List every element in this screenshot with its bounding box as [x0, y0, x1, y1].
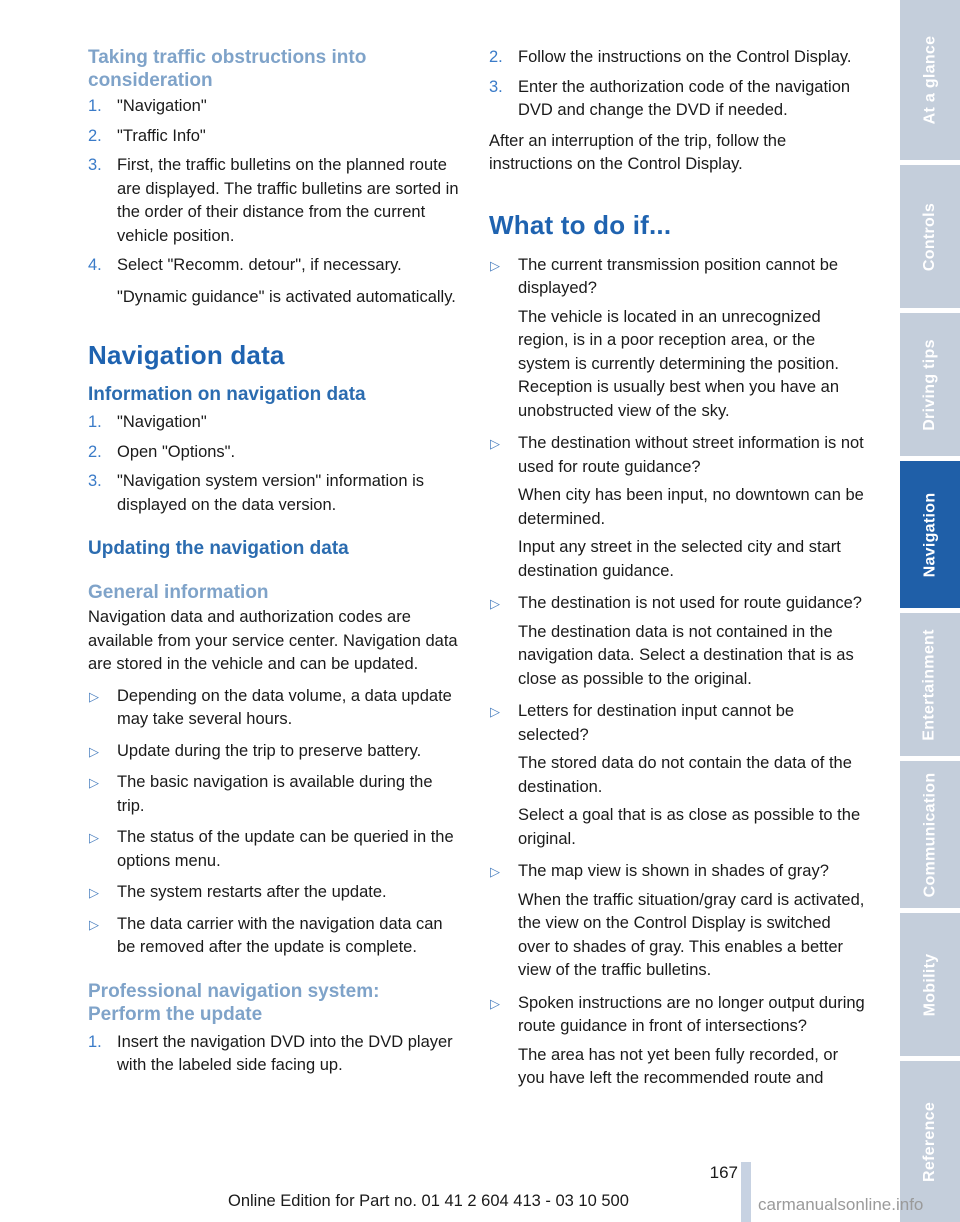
list-item: 2. Open "Options".	[88, 442, 236, 461]
traffic-note: "Dynamic guidance" is activated automatically.	[117, 287, 456, 306]
heading-navigation-data: Navigation data	[88, 340, 285, 370]
footer-edition-text: Online Edition for Part no. 01 41 2 604 413 - 03 10 500	[228, 1192, 629, 1210]
tab-navigation[interactable]: Navigation	[900, 461, 960, 608]
info-steps	[88, 411, 464, 517]
faq-answer: When city has been input, no downtown can be determined.	[518, 486, 864, 528]
list-item: 3. "Navigation system version" information is displayed on the data version.	[88, 472, 424, 514]
traffic-steps	[88, 95, 464, 278]
left-column	[88, 46, 464, 1078]
heading-professional-navigation: Professional navigation system: Perform the update	[88, 980, 380, 1025]
faq-item	[489, 860, 865, 983]
page-number: 167	[709, 1163, 738, 1182]
tab-reference[interactable]: Reference	[900, 1061, 960, 1222]
bullet-triangle-icon: ▷	[89, 688, 99, 704]
faq-question: Letters for destination input cannot be selected?	[518, 702, 795, 744]
bullet-triangle-icon: ▷	[490, 864, 500, 879]
bullet-triangle-icon: ▷	[89, 830, 99, 845]
list-item: ▷ Depending on the data volume, a data update may take several hours.	[89, 686, 452, 728]
list-item: 2. Follow the instructions on the Control Display.	[489, 48, 852, 66]
heading-traffic-obstructions: Taking traffic obstructions into consideration	[88, 47, 367, 91]
faq-item	[489, 432, 865, 583]
heading-what-to-do: What to do if...	[489, 209, 672, 240]
professional-steps-right	[489, 46, 865, 123]
faq-list	[489, 254, 865, 1091]
bullet-triangle-icon: ▷	[490, 995, 500, 1011]
faq-item	[489, 592, 865, 691]
list-item: 3. Enter the authorization code of the navigation DVD and change the DVD if needed.	[489, 77, 851, 119]
tab-driving-tips[interactable]: Driving tips	[900, 313, 960, 456]
interruption-paragraph: After an interruption of the trip, follow the instructions on the Control Display.	[489, 131, 787, 173]
list-item: ▷ The data carrier with the navigation data can be removed after the update is complete.	[89, 914, 443, 956]
faq-answer: The area has not yet been fully recorded, or you have left the recommended route and	[518, 1045, 839, 1087]
list-item: 1. "Navigation"	[88, 413, 207, 431]
list-item: 3. First, the traffic bulletins on the planned route are displayed. The traffic bulletins are sorted in the order of their distance from the current vehicle position.	[88, 156, 459, 245]
heading-information-navigation-data: Information on navigation data	[88, 384, 366, 405]
faq-question: The destination is not used for route guidance?	[518, 594, 862, 612]
chapter-tabs	[900, 0, 960, 1222]
faq-answer: The destination data is not contained in the navigation data. Select a destination that is as close as possible to the original.	[518, 622, 854, 688]
faq-answer: When the traffic situation/gray card is activated, the view on the Control Display is switched over to shades of gray. This enables a better view of the traffic bulletins.	[518, 890, 865, 979]
bullet-triangle-icon: ▷	[89, 885, 99, 900]
list-item: 2. "Traffic Info"	[88, 126, 206, 145]
heading-updating-navigation-data: Updating the navigation data	[88, 538, 349, 559]
watermark: carmanualsonline.info	[758, 1195, 924, 1214]
faq-question: The map view is shown in shades of gray?	[518, 862, 829, 880]
bullet-triangle-icon: ▷	[490, 257, 500, 273]
bullet-triangle-icon: ▷	[490, 596, 500, 611]
professional-steps-left	[88, 1031, 464, 1078]
faq-question: The destination without street information is not used for route guidance?	[518, 434, 864, 476]
list-item: ▷ The system restarts after the update.	[88, 881, 464, 905]
faq-answer: Select a goal that is as close as possible to the original.	[518, 806, 861, 848]
list-item: ▷ The status of the update can be queried in the options menu.	[89, 828, 454, 870]
faq-item	[489, 992, 865, 1091]
bullet-triangle-icon: ▷	[490, 704, 500, 719]
page-number-bar	[741, 1162, 751, 1222]
faq-answer: The vehicle is located in an unrecognized region, is in a poor reception area, or the system is currently determining the position. Reception is usually best when you have an unobstructed view of the sky.	[518, 307, 840, 420]
bullet-triangle-icon: ▷	[89, 775, 99, 790]
tab-communication[interactable]: Communication	[900, 761, 960, 908]
faq-answer: The stored data do not contain the data of the destination.	[518, 754, 852, 796]
right-column	[489, 46, 865, 1091]
bullet-triangle-icon: ▷	[490, 436, 500, 451]
faq-item	[489, 700, 865, 851]
list-item: 1. Insert the navigation DVD into the DVD player with the labeled side facing up.	[88, 1032, 453, 1074]
list-item: 1. "Navigation"	[88, 97, 207, 115]
faq-question: The current transmission position cannot be displayed?	[518, 255, 839, 297]
tab-at-a-glance[interactable]: At a glance	[900, 0, 960, 160]
list-item: 4. Select "Recomm. detour", if necessary.	[88, 256, 402, 274]
list-item: ▷ The basic navigation is available during the trip.	[89, 773, 433, 815]
heading-general-information: General information	[88, 582, 269, 603]
tab-controls[interactable]: Controls	[900, 165, 960, 308]
faq-item	[489, 254, 865, 424]
faq-question: Spoken instructions are no longer output during route guidance in front of intersections?	[518, 993, 865, 1035]
bullet-triangle-icon: ▷	[89, 743, 99, 759]
faq-answer: Input any street in the selected city and start destination guidance.	[518, 538, 841, 580]
tab-entertainment[interactable]: Entertainment	[900, 613, 960, 756]
list-item: ▷ Update during the trip to preserve battery.	[88, 740, 464, 764]
general-paragraph: Navigation data and authorization codes are available from your service center. Navigation data are stored in the vehicle and can be updated.	[88, 608, 458, 673]
general-bullets	[88, 685, 464, 960]
bullet-triangle-icon: ▷	[89, 916, 99, 932]
tab-mobility[interactable]: Mobility	[900, 913, 960, 1056]
